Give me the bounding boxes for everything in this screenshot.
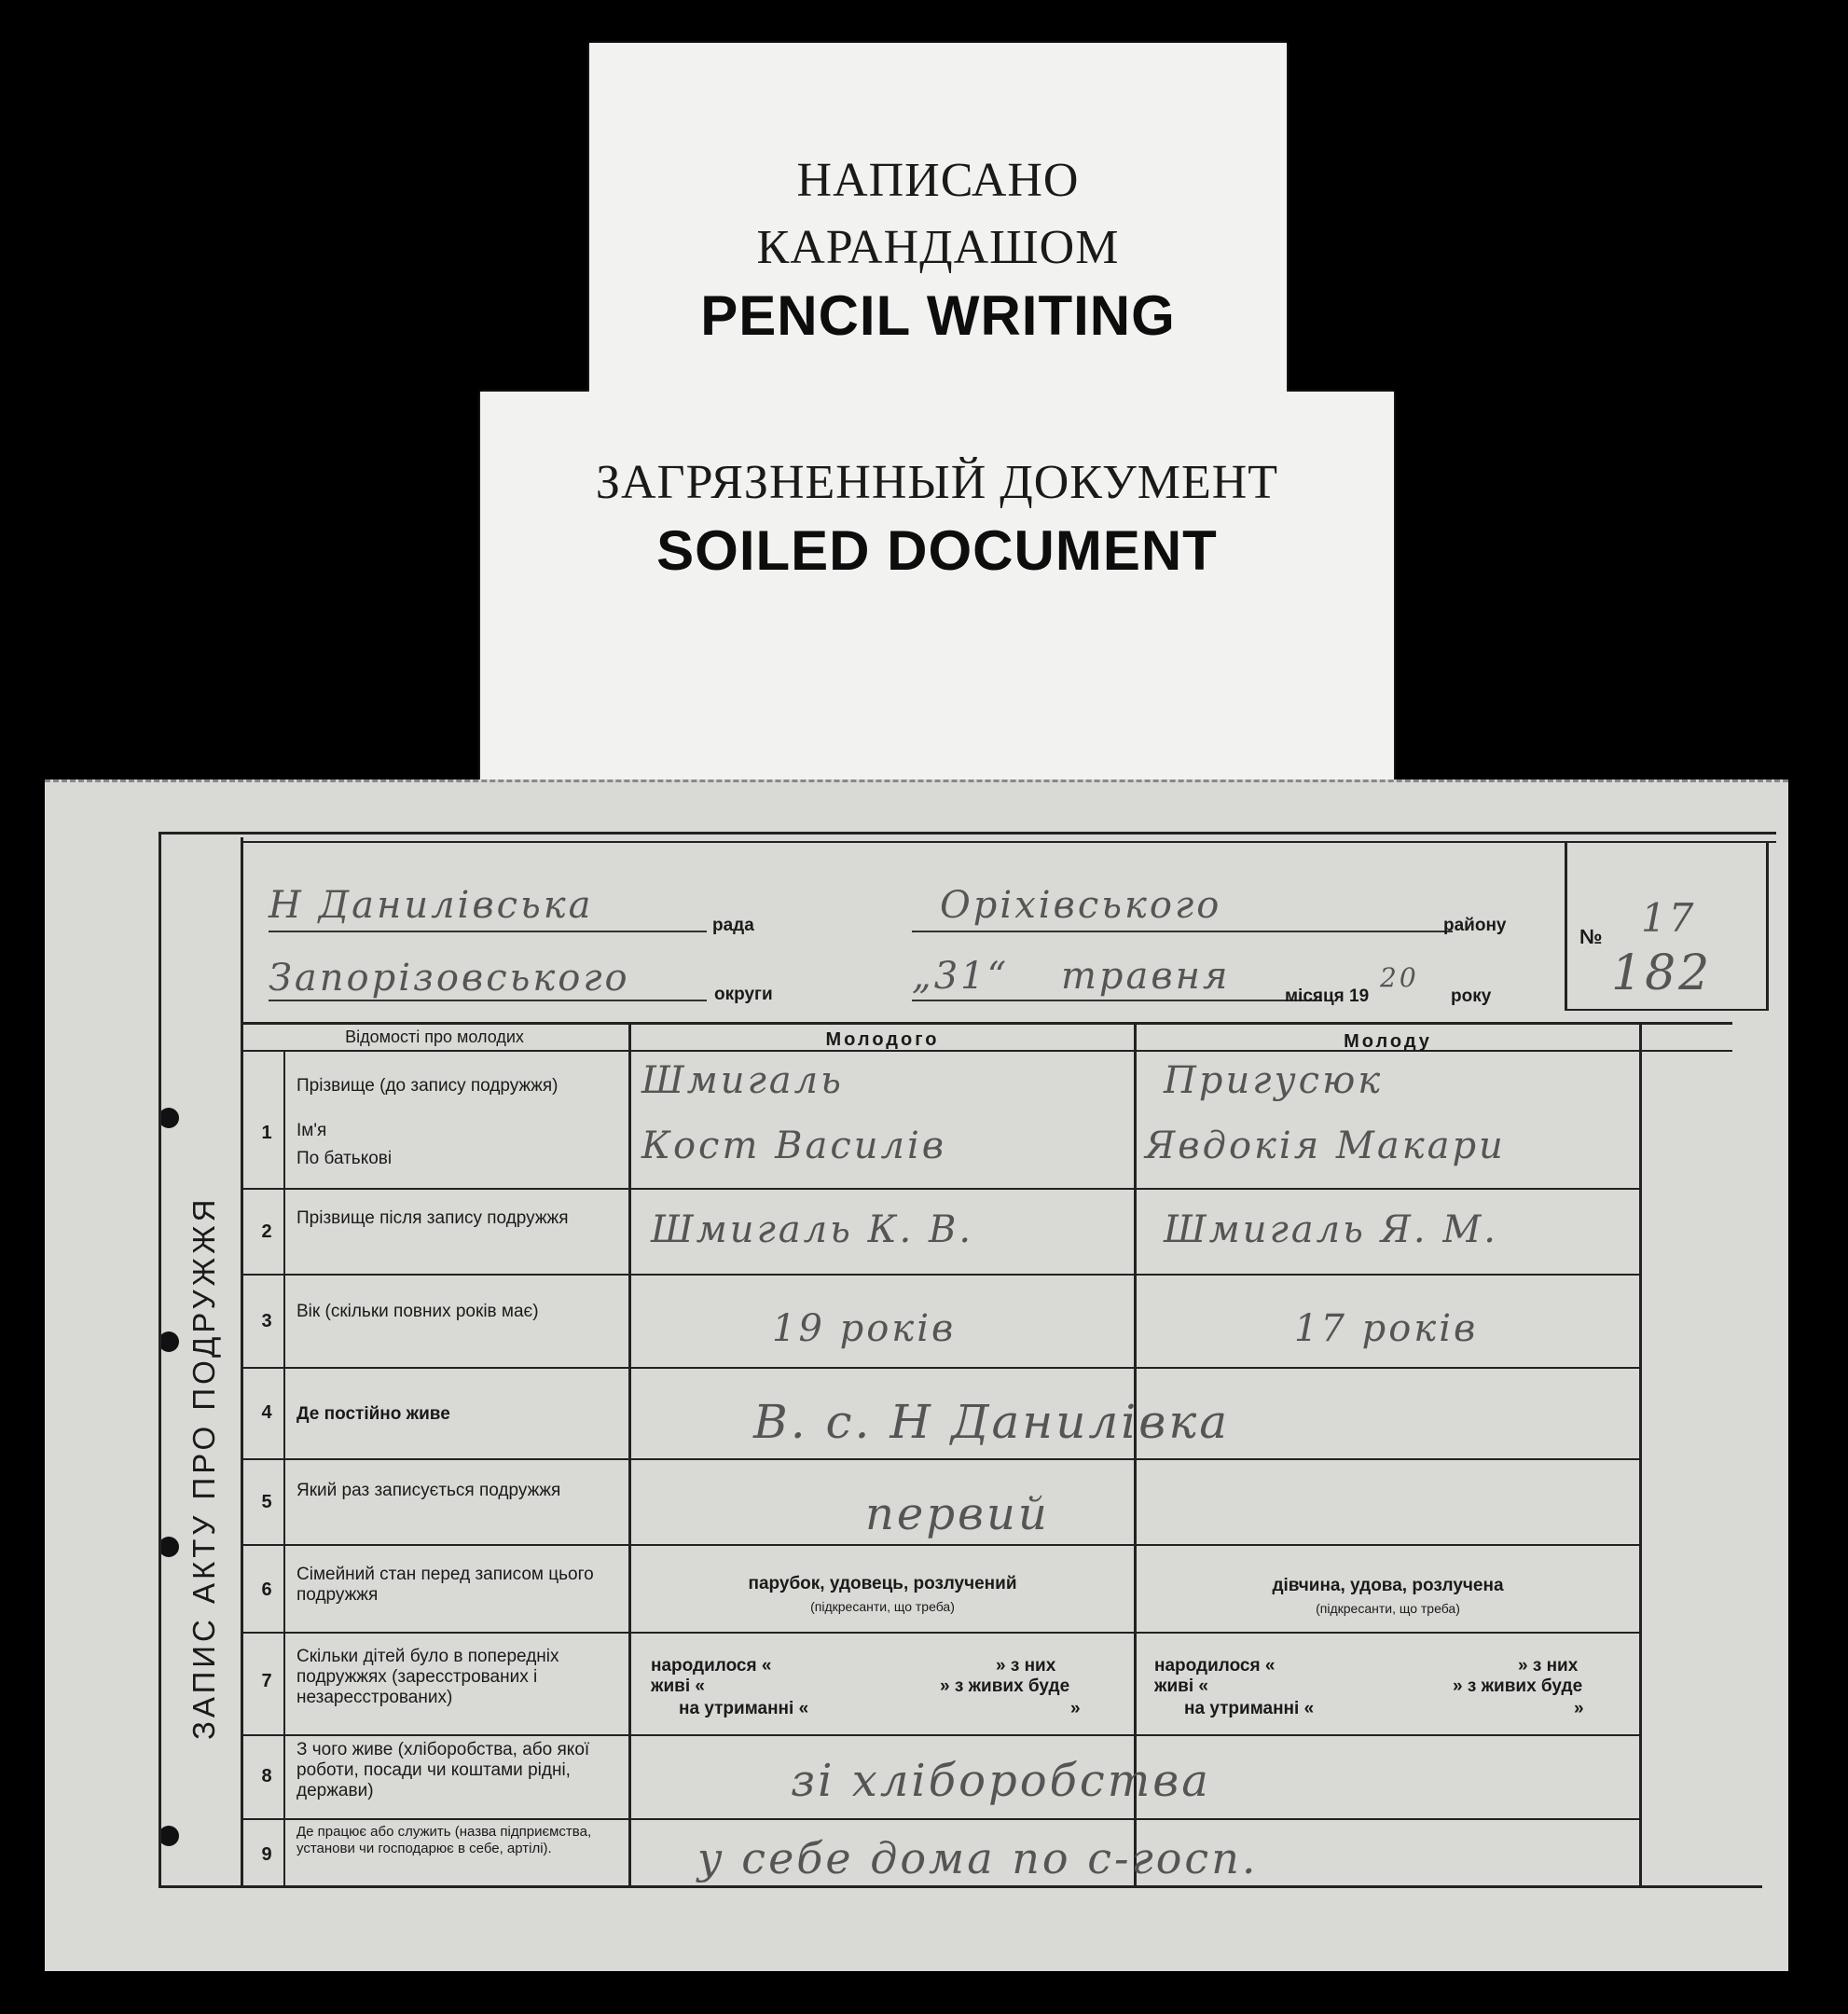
- side-title: ЗАПИС АКТУ ПРО ПОДРУЖЖЯ: [186, 1195, 221, 1740]
- bride-marital-hint: (підкресанти, що треба): [1316, 1601, 1460, 1616]
- row-label: Прізвище (до запису подружжя): [297, 1076, 559, 1096]
- table-line: [241, 1188, 1639, 1190]
- note-en-line: PENCIL WRITING: [700, 284, 1176, 347]
- bride-children-supported-suffix: »: [1574, 1699, 1584, 1718]
- note-ru-line1: НАПИСАНО: [796, 154, 1080, 207]
- bride-surname: Пригусюк: [1164, 1059, 1384, 1102]
- row-number: 5: [261, 1492, 272, 1512]
- row-number: 3: [261, 1311, 272, 1331]
- column-header-bride: Молоду: [1344, 1031, 1432, 1052]
- bride-children-born: народилося «: [1154, 1656, 1276, 1676]
- pencil-writing-note: [589, 43, 1287, 395]
- note-ru-line2: КАРАНДАШОМ: [756, 221, 1120, 274]
- table-line: [241, 1367, 1639, 1369]
- row-label: По батькові: [297, 1149, 393, 1168]
- column-header-groom: Молодого: [825, 1029, 940, 1050]
- row-number: 9: [261, 1844, 272, 1865]
- bride-children-alive-suffix: » з живих буде: [1453, 1676, 1583, 1696]
- table-line: [241, 1632, 1639, 1634]
- table-line: [1639, 1022, 1642, 1885]
- bride-age: 17 років: [1294, 1307, 1479, 1350]
- year-label: року: [1451, 986, 1492, 1006]
- punch-hole: [159, 1826, 179, 1846]
- row-number: 6: [261, 1579, 272, 1600]
- row-label: Прізвище після запису подружжя: [297, 1208, 569, 1228]
- frame-line: [159, 832, 161, 1885]
- number-label: №: [1579, 925, 1603, 948]
- row-label: З чого живе (хліборобства, або якої роботи, посади чи коштами рідні, держави): [297, 1740, 590, 1800]
- groom-marital-hint: (підкресанти, що треба): [810, 1599, 955, 1614]
- row-number: 7: [261, 1671, 272, 1691]
- row-label: Де працює або служить (назва підприємства, установи чи господарює в себе, артілі).: [297, 1824, 592, 1856]
- bride-marital-options: дівчина, удова, розлучена: [1272, 1576, 1504, 1595]
- table-line: [241, 1544, 1639, 1546]
- groom-surname-after: Шмигаль К. В.: [651, 1208, 974, 1251]
- groom-age: 19 років: [772, 1307, 957, 1350]
- table-line: [628, 1022, 631, 1885]
- punch-hole: [159, 1331, 179, 1352]
- perforated-edge: [45, 779, 1788, 788]
- okrug-value: Запорізовського: [269, 957, 630, 1000]
- row-label: Де постійно живе: [297, 1404, 450, 1424]
- note-ru-line: ЗАГРЯЗНЕННЫЙ ДОКУМЕНТ: [595, 456, 1279, 509]
- table-line: [241, 1022, 1732, 1025]
- bride-name: Явдокія Макари: [1145, 1124, 1506, 1167]
- table-line: [283, 1050, 285, 1885]
- bride-surname-after: Шмигаль Я. М.: [1164, 1208, 1498, 1251]
- column-header-info: Відомості про молодих: [345, 1028, 524, 1046]
- bride-children-alive: живі «: [1154, 1676, 1208, 1696]
- underline: [912, 931, 1453, 932]
- groom-children-alive-suffix: » з живих буде: [940, 1676, 1070, 1696]
- frame-line: [159, 832, 1776, 835]
- row-number: 1: [261, 1123, 272, 1143]
- groom-children-alive: живі «: [651, 1676, 705, 1696]
- row-label: Сімейний стан перед записом цього подружжя: [297, 1565, 594, 1605]
- note-en-line: SOILED DOCUMENT: [656, 519, 1218, 582]
- bride-children-supported: на утриманні «: [1184, 1699, 1315, 1718]
- day-value: „31“: [912, 955, 1010, 998]
- marriage-count-value: первий: [865, 1488, 1050, 1540]
- groom-children-born: народилося «: [651, 1656, 772, 1676]
- groom-children-born-suffix: » з них: [996, 1656, 1056, 1676]
- okrug-label: округи: [714, 985, 773, 1004]
- frame-line: [1766, 841, 1769, 1011]
- groom-name: Кост Василів: [641, 1124, 947, 1167]
- frame-line: [1565, 841, 1567, 1011]
- row-number: 2: [261, 1221, 272, 1242]
- raion-value: Оріхівського: [940, 884, 1222, 927]
- row-number: 8: [261, 1766, 272, 1786]
- rada-label: рада: [712, 916, 754, 935]
- frame-line: [241, 841, 1776, 843]
- month-value: травня: [1061, 955, 1231, 998]
- raion-label: району: [1443, 916, 1507, 935]
- table-line: [241, 1734, 1639, 1736]
- underline: [912, 1000, 1322, 1001]
- month-label: місяця 19: [1285, 986, 1370, 1006]
- frame-line: [1565, 1009, 1766, 1011]
- punch-hole: [159, 1108, 179, 1128]
- frame-line: [241, 837, 243, 1885]
- row-label: Який раз записується подружжя: [297, 1481, 561, 1500]
- table-line: [241, 1458, 1639, 1460]
- underline: [269, 1000, 707, 1001]
- groom-surname: Шмигаль: [641, 1059, 844, 1102]
- row-label: Скільки дітей було в попередніх подружжях (заресстрованих і незаресстрованих): [297, 1647, 559, 1707]
- livelihood-value: зі хліборобства: [791, 1755, 1211, 1807]
- rada-value: Н Данилівська: [269, 884, 594, 927]
- underline: [269, 931, 707, 932]
- row-label: Ім'я: [297, 1121, 327, 1140]
- table-line: [241, 1818, 1639, 1820]
- marriage-record-form: [45, 779, 1788, 1971]
- number-value: 17: [1641, 895, 1697, 941]
- workplace-value: у себе дома по с-госп.: [697, 1833, 1259, 1883]
- groom-marital-options: парубок, удовець, розлучений: [748, 1574, 1017, 1593]
- year-value: 20: [1380, 962, 1419, 993]
- groom-children-supported: на утриманні «: [679, 1699, 809, 1718]
- table-line: [241, 1274, 1639, 1276]
- row-number: 4: [261, 1402, 272, 1423]
- punch-hole: [159, 1537, 179, 1557]
- frame-line: [159, 1885, 1762, 1888]
- number-value-2: 182: [1611, 945, 1713, 1001]
- bride-children-born-suffix: » з них: [1518, 1656, 1579, 1676]
- residence-value: В. с. Н Данилівка: [753, 1395, 1231, 1449]
- soiled-document-note: [480, 392, 1394, 783]
- groom-children-supported-suffix: »: [1070, 1699, 1081, 1718]
- row-label: Вік (скільки повних років має): [297, 1302, 539, 1321]
